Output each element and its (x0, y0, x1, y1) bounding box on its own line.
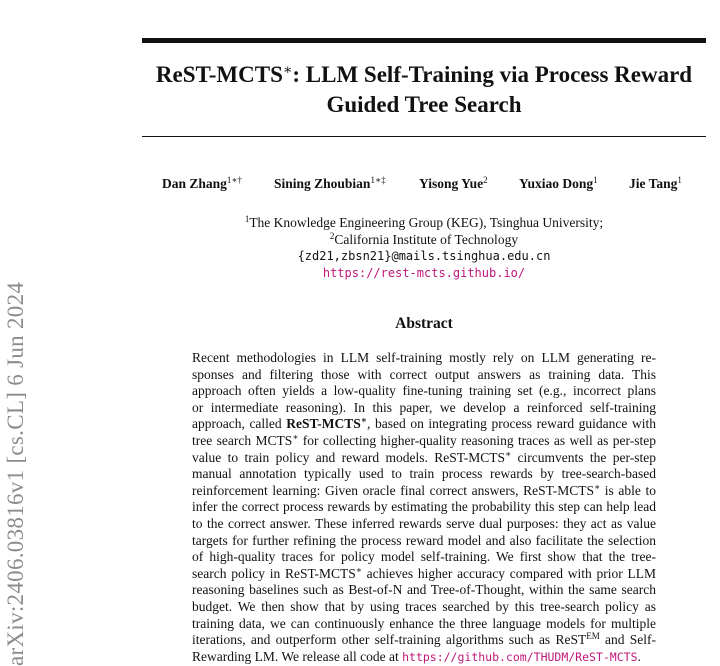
author-name: Dan Zhang (162, 176, 227, 191)
abstract-line: training data, we can continuously enhance the three language models for multiple (192, 615, 656, 631)
author-yisong-yue (419, 176, 488, 192)
abstract-line: approach often yields a low-quality fine-tuning training set (e.g., incorrect plans (192, 383, 656, 399)
author-name: Sining Zhoubian (274, 176, 371, 191)
text-run: reinforcement learning: Given oracle final correct answers, ReST-MCTS (192, 482, 594, 498)
text-run: circumvents the per-step (511, 449, 656, 465)
text-run: approach, called (192, 416, 287, 432)
abstract-line: to the correct answer. These inferred rewards serve dual purposes: they act as value (192, 515, 656, 531)
abstract-body (192, 350, 656, 665)
text-run: Rewarding LM. We release all code at (192, 648, 403, 664)
title-rest: : LLM Self-Training via Process Reward (292, 62, 693, 87)
title-main: ReST-MCTS (155, 62, 283, 87)
title-rule-top (142, 38, 706, 43)
author-affil-mark: 1 (593, 175, 598, 185)
arxiv-stamp: arXiv:2406.03816v1 [cs.CL] 6 Jun 2024 (3, 281, 28, 666)
affil-text-1: The Knowledge Engineering Group (KEG), Tsinghua University; (249, 215, 604, 230)
abstract-heading: Abstract (395, 315, 453, 332)
star-mark: ∗ (593, 481, 601, 492)
affil-text-2: California Institute of Technology (334, 232, 519, 247)
affiliations (142, 214, 706, 282)
abstract-line: Recent methodologies in LLM self-training mostly rely on LLM generating re- (192, 350, 656, 365)
author-affil-mark: 1 (677, 175, 682, 185)
em-mark: EM (586, 631, 600, 642)
text-run: and Self- (599, 632, 656, 648)
text-run: value to train policy and reward models. ReST-MCTS (192, 449, 506, 465)
author-name: Jie Tang (629, 176, 678, 191)
text-run: tree search MCTS (192, 432, 293, 448)
abstract-line (192, 566, 656, 583)
affil-mark-2: 2 (329, 231, 335, 241)
star-mark: ∗ (355, 564, 362, 575)
author-sining-zhoubian (274, 176, 386, 192)
title-star: ∗ (282, 63, 293, 78)
abstract-line (192, 632, 656, 649)
author-list (142, 176, 706, 196)
abstract-line: manual annotation typically used to train process rewards by tree-search-based (192, 466, 656, 482)
author-name: Yuxiao Dong (519, 176, 594, 191)
text-run: iterations, and outperform other self-training algorithms such as ReST (192, 632, 587, 648)
text-run: for collecting higher-quality reasoning traces as well as per-step (298, 432, 656, 448)
abstract-line (192, 483, 656, 500)
text-run: , based on integrating process reward guidance with (367, 416, 656, 432)
text-run: . (637, 648, 641, 664)
author-affil-mark: 2 (483, 175, 488, 185)
author-affil-mark: 1∗‡ (370, 175, 386, 185)
author-name: Yisong Yue (419, 176, 484, 191)
author-yuxiao-dong (519, 176, 598, 192)
abstract-line: of high-quality traces for policy model self-training. We first show that the tree- (192, 549, 656, 565)
method-star: ∗ (360, 415, 368, 426)
abstract-line (192, 649, 656, 666)
abstract-line: budget. We then show that by using traces searched by this tree-search policy as (192, 598, 656, 614)
title-rule-bottom (142, 136, 706, 137)
affil-mark-1: 1 (244, 214, 250, 224)
author-dan-zhang (162, 176, 242, 192)
text-run: achieves higher accuracy compared with prior LLM (361, 565, 656, 581)
abstract-line: targets for further refining the process reward model and also facilitate the selection (192, 532, 656, 548)
project-url-link[interactable]: https://rest-mcts.github.io/ (322, 266, 526, 280)
affiliation-1 (142, 214, 706, 231)
author-jie-tang (629, 176, 682, 192)
abstract-line: sponses and filtering those with correct output answers as training data. This (192, 366, 656, 382)
code-repo-link[interactable]: https://github.com/THUDM/ReST-MCTS (402, 649, 638, 664)
star-mark: ∗ (292, 431, 299, 442)
text-run: search policy in ReST-MCTS (192, 565, 356, 581)
author-affil-mark: 1∗† (226, 175, 243, 185)
abstract-line: infer the correct process rewards by estimating the probability this step can help lead (192, 499, 656, 515)
abstract-line: reasoning baselines such as Best-of-N and Tree-of-Thought, within the same search (192, 582, 656, 598)
abstract-line (192, 433, 656, 450)
text-run: is able to (600, 482, 656, 498)
star-mark: ∗ (505, 448, 512, 459)
paper-title (142, 60, 706, 120)
author-emails: {zd21,zbsn21}@mails.tsinghua.edu.cn (297, 249, 551, 263)
affiliation-2 (142, 231, 706, 248)
abstract-line: or intermediate reasoning). In this paper, we develop a reinforced self-training (192, 399, 656, 415)
abstract-line (192, 450, 656, 467)
title-line-1 (142, 60, 706, 90)
abstract-line (192, 416, 656, 433)
method-name: ReST-MCTS (286, 416, 361, 432)
title-line-2: Guided Tree Search (326, 92, 522, 117)
